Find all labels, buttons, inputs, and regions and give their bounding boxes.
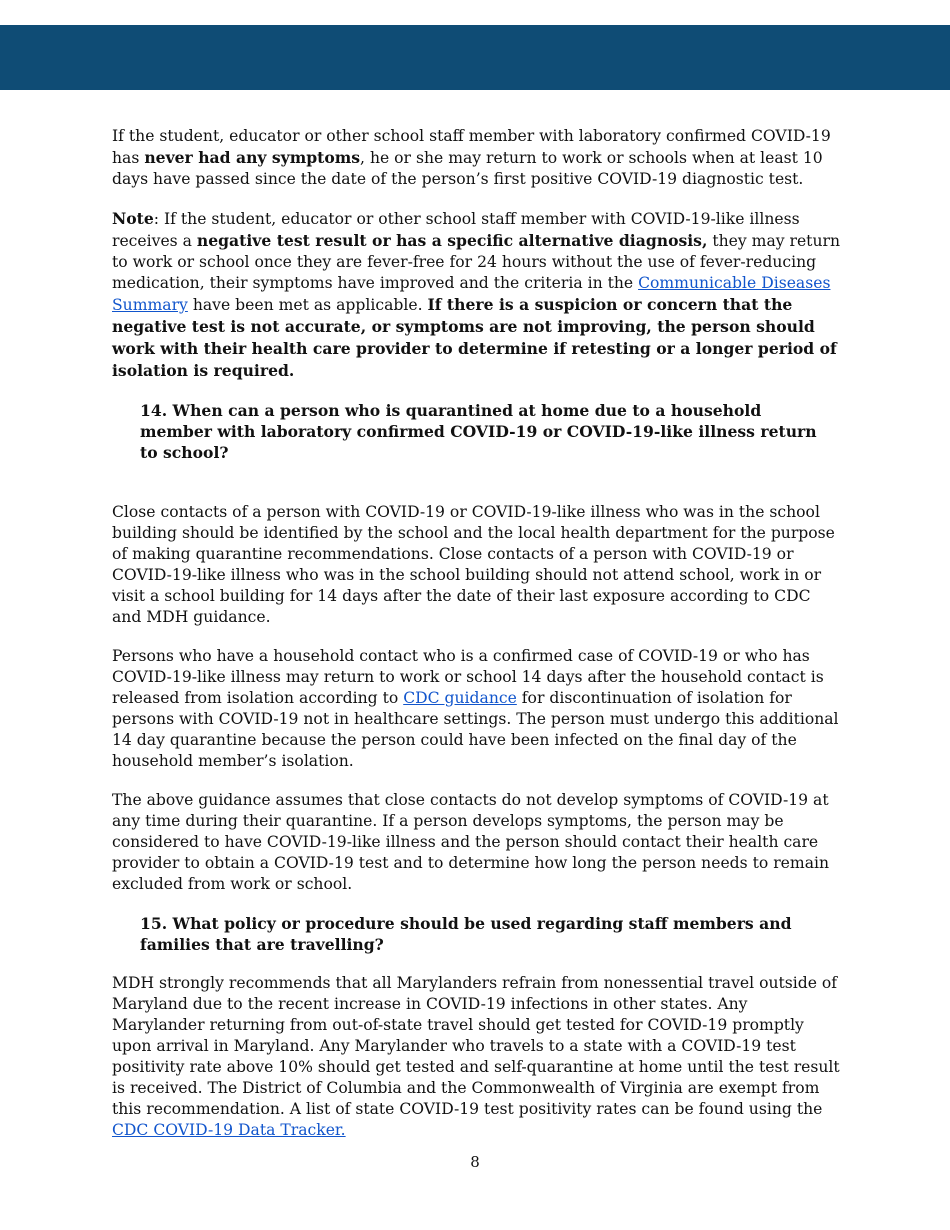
paragraph-travel — [112, 973, 842, 1141]
communicable-diseases-summary-link[interactable]: Communicable Diseases Summary — [112, 274, 831, 314]
cdc-guidance-link[interactable]: CDC guidance — [403, 689, 517, 707]
text-span: If the student, educator or other school staff member with laboratory confirmed COVID-19 has — [112, 127, 831, 167]
cdc-data-tracker-link[interactable]: CDC COVID-19 Data Tracker. — [112, 1121, 346, 1139]
paragraph-no-symptoms — [112, 126, 842, 190]
bold-text: negative test result or has a specific alternative diagnosis, — [196, 231, 708, 250]
document-body — [112, 126, 842, 1159]
paragraph-household-contact — [112, 646, 842, 772]
text-span: they may return to work or school once they are fever-free for 24 hours without the use of fever-reducing medication, their symptoms have improved and the criteria in the — [112, 232, 840, 292]
text-span: MDH strongly recommends that all Marylanders refrain from nonessential travel outside of Maryland due to the recent increase in COVID-19 infections in other states. Any Marylander returning from out-of-state travel should get tested for COVID-19 promptly upon arrival in Maryland. Any Marylander who travels to a state with a COVID-19 test positivity rate above 10% should get tested and self-quarantine at home until the test result is received. The District of Columbia and the Commonwealth of Virginia are exempt from this recommendation. A list of state COVID-19 test positivity rates can be found using the — [112, 974, 840, 1118]
page-number: 8 — [470, 1153, 480, 1171]
bold-text: If there is a suspicion or concern that the negative test is not accurate, or symptoms are not improving, the person should work with their health care provider to determine if retesting or a longer period of isolation is required. — [112, 295, 837, 380]
paragraph-close-contacts: Close contacts of a person with COVID-19 or COVID-19-like illness who was in the school building should be identified by the school and the local health department for the purpose of making quarantine recommendations. Close contacts of a person with COVID-19 or COVID-19-like illness who was in the school building should not attend school, work in or visit a school building for 14 days after the date of their last exposure according to CDC and MDH guidance. — [112, 503, 835, 626]
text-span: have been met as applicable. — [187, 296, 428, 314]
text-span: : If the student, educator or other school staff member with COVID-19-like illness receives a — [112, 210, 800, 250]
header-band — [0, 25, 950, 90]
question-15-heading: 15. What policy or procedure should be used regarding staff members and families that are travelling? — [140, 914, 792, 954]
paragraph-symptoms-during-quarantine: The above guidance assumes that close contacts do not develop symptoms of COVID-19 at any time during their quarantine. If a person develops symptoms, the person may be considered to have COVID-19-like illness and the person should contact their health care provider to obtain a COVID-19 test and to determine how long the person needs to remain excluded from work or school. — [112, 791, 830, 893]
bold-text: never had any symptoms — [144, 148, 361, 167]
text-span: Persons who have a household contact who is a confirmed case of COVID-19 or who has COVID-19-like illness may return to work or school 14 days after the household contact is released from isolation according to — [112, 647, 824, 707]
note-label: Note — [112, 209, 154, 228]
question-14-heading: 14. When can a person who is quarantined at home due to a household member with laboratory confirmed COVID-19 or COVID-19-like illness return to school? — [140, 401, 817, 462]
text-span: for discontinuation of isolation for persons with COVID-19 not in healthcare settings. The person must undergo this additional 14 day quarantine because the person could have been infected on the final day of the household member’s isolation. — [112, 689, 839, 770]
paragraph-note — [112, 208, 842, 382]
text-span: , he or she may return to work or schools when at least 10 days have passed since the date of the person’s first positive COVID-19 diagnostic test. — [112, 149, 823, 188]
